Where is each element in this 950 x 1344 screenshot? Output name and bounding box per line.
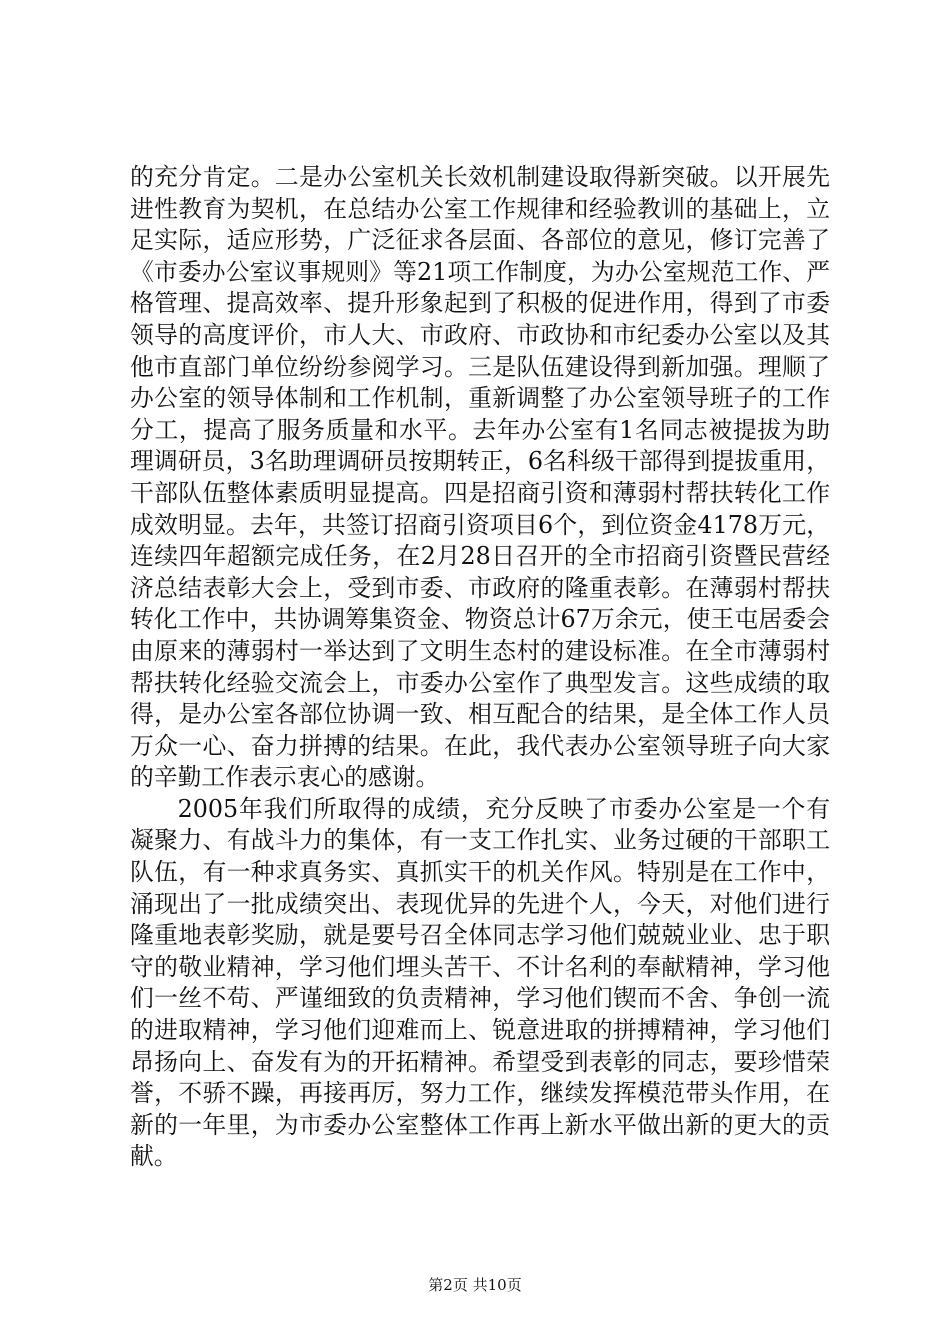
paragraph: 2005年我们所取得的成绩，充分反映了市委办公室是一个有凝聚力、有战斗力的集体，有一支工作扎实、业务过硬的干部职工队伍，有一种求真务实、真抓实干的机关作风。特别是在工作中，涌现出了一批成绩突出、表现优异的先进个人，今天，对他们进行隆重地表彰奖励，就是要号召全体同志学习他们兢兢业业、忠于职守的敬业精神，学习他们埋头苦干、不计名利的奉献精神，学习他们一丝不苟、严谨细致的负责精神，学习他们锲而不舍、争创一流的进取精神，学习他们迎难而上、锐意进取的拼搏精神，学习他们昂扬向上、奋发有为的开拓精神。希望受到表彰的同志，要珍惜荣誉，不骄不躁，再接再厉，努力工作，继续发挥模范带头作用，在新的一年里，为市委办公室整体工作再上新水平做出新的更大的贡献。 bbox=[130, 794, 830, 1171]
page-number-footer: 第2页 共10页 bbox=[428, 1276, 522, 1294]
paragraph-continued: 的充分肯定。二是办公室机关长效机制建设取得新突破。以开展先进性教育为契机，在总结办公室工作规律和经验教训的基础上，立足实际，适应形势，广泛征求各层面、各部位的意见，修订完善了《市委办公室议事规则》等21项工作制度，为办公室规范工作、严格管理、提高效率、提升形象起到了积极的促进作用，得到了市委领导的高度评价，市人大、市政府、市政协和市纪委办公室以及其他市直部门单位纷纷参阅学习。三是队伍建设得到新加强。理顺了办公室的领导体制和工作机制，重新调整了办公室领导班子的工作分工，提高了服务质量和水平。去年办公室有1名同志被提拔为助理调研员，3名助理调研员按期转正，6名科级干部得到提拔重用，干部队伍整体素质明显提高。四是招商引资和薄弱村帮扶转化工作成效明显。去年，共签订招商引资项目6个，到位资金4178万元，连续四年超额完成任务，在2月28日召开的全市招商引资暨民营经济总结表彰大会上，受到市委、市政府的隆重表彰。在薄弱村帮扶转化工作中，共协调筹集资金、物资总计67万余元，使王屯居委会由原来的薄弱村一举达到了文明生态村的建设标准。在全市薄弱村帮扶转化经验交流会上，市委办公室作了典型发言。这些成绩的取得，是办公室各部位协调一致、相互配合的结果，是全体工作人员万众一心、奋力拼搏的结果。在此，我代表办公室领导班子向大家的辛勤工作表示衷心的感谢。 bbox=[130, 163, 830, 792]
document-body bbox=[130, 162, 830, 1173]
